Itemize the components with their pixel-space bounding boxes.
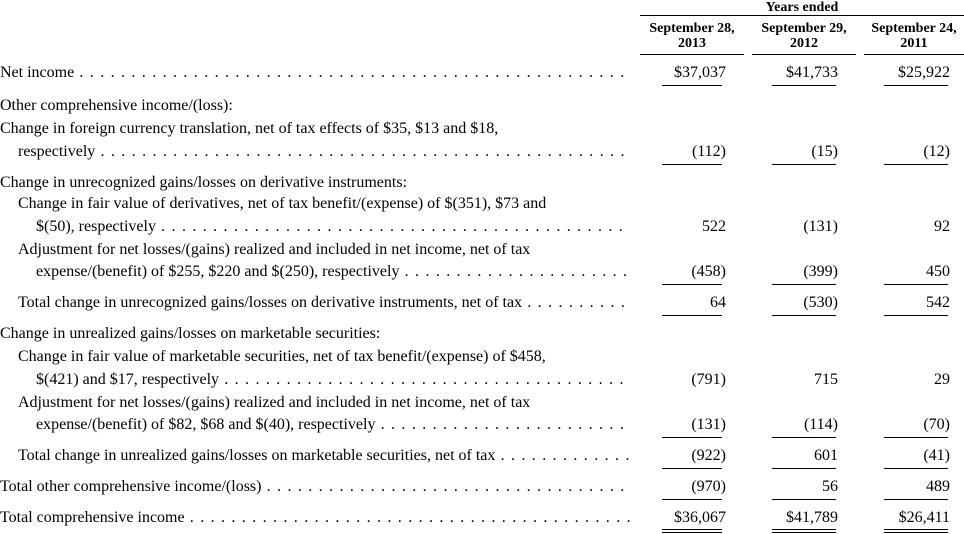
deriv-adj-underline-2011 xyxy=(884,284,948,285)
fx-2013: (112) xyxy=(691,143,726,160)
deriv-adj-2011: 450 xyxy=(926,263,950,280)
total-comprehensive-double-underline-2013 xyxy=(662,529,722,533)
row-label-sec-fv-line2: $(421) and $17, respectively . . . xyxy=(36,370,630,390)
row-label-sec-adj-line2: expense/(benefit) of $82, $68 and $(40), respectively . . . xyxy=(36,415,630,435)
column-header-2013: September 28, 2013 xyxy=(649,21,735,51)
net-income-2013: $37,037 xyxy=(674,64,726,81)
row-label-securities-heading: Change in unrealized gains/losses on marketable securities: xyxy=(0,325,381,342)
row-label-fx-line2: respectively . . . xyxy=(18,142,630,162)
deriv-total-2012: (530) xyxy=(803,294,838,311)
sec-total-underline-2011 xyxy=(884,468,948,469)
row-label-deriv-fv-line2: $(50), respectively . . . xyxy=(36,217,630,237)
fx-2011: (12) xyxy=(923,143,950,160)
total-comprehensive-income-2011: $26,411 xyxy=(898,509,950,526)
total-oci-underline-2013 xyxy=(662,499,722,500)
sec-total-underline-2012 xyxy=(772,468,836,469)
deriv-fv-2011: 92 xyxy=(934,218,950,235)
deriv-fv-2013: 522 xyxy=(702,218,726,235)
sec-adj-2011: (70) xyxy=(923,416,950,433)
years-ended-header: Years ended xyxy=(765,0,839,15)
row-label-fx-line1: Change in foreign currency translation, net of tax effects of $35, $13 and $18, xyxy=(0,120,499,137)
deriv-total-underline-2013 xyxy=(662,315,722,316)
row-label-deriv-total: Total change in unrecognized gains/losses on derivative instruments, net of tax . . . xyxy=(18,293,630,313)
deriv-adj-underline-2013 xyxy=(662,284,722,285)
sec-total-underline-2013 xyxy=(662,468,722,469)
row-label-deriv-adj-line2: expense/(benefit) of $255, $220 and $(250), respectively . . . xyxy=(36,262,630,282)
sec-fv-2013: (791) xyxy=(691,371,726,388)
row-label-total-oci: Total other comprehensive income/(loss) . . . xyxy=(0,477,630,497)
row-label-sec-total: Total change in unrealized gains/losses on marketable securities, net of tax . . . xyxy=(18,446,630,466)
row-label-derivatives-heading: Change in unrecognized gains/losses on derivative instruments: xyxy=(0,174,408,191)
column-header-rule-2011 xyxy=(864,54,964,55)
deriv-adj-2012: (399) xyxy=(803,263,838,280)
column-header-2012: September 29, 2012 xyxy=(761,21,847,51)
sec-fv-2012: 715 xyxy=(814,371,838,388)
row-label-deriv-fv-line1: Change in fair value of derivatives, net of tax benefit/(expense) of $(351), $73 and xyxy=(18,195,547,212)
total-oci-2012: 56 xyxy=(822,478,838,495)
fx-2012: (15) xyxy=(811,143,838,160)
total-oci-2011: 489 xyxy=(926,478,950,495)
column-header-rule-2013 xyxy=(640,54,744,55)
sec-total-2011: (41) xyxy=(923,447,950,464)
total-oci-2013: (970) xyxy=(691,478,726,495)
net-income-underline-2013 xyxy=(662,85,722,86)
sec-adj-underline-2012 xyxy=(772,437,836,438)
fx-underline-2011 xyxy=(884,164,948,165)
sec-adj-underline-2013 xyxy=(662,437,722,438)
deriv-total-underline-2011 xyxy=(884,315,948,316)
total-comprehensive-double-underline-2011 xyxy=(884,529,948,533)
column-header-2011: September 24, 2011 xyxy=(871,21,957,51)
deriv-adj-underline-2012 xyxy=(772,284,836,285)
deriv-adj-2013: (458) xyxy=(691,263,726,280)
row-label-sec-adj-line1: Adjustment for net losses/(gains) realized and included in net income, net of tax xyxy=(18,394,531,411)
row-label-deriv-adj-line1: Adjustment for net losses/(gains) realized and included in net income, net of tax xyxy=(18,241,531,258)
sec-total-2013: (922) xyxy=(691,447,726,464)
net-income-underline-2012 xyxy=(772,85,836,86)
net-income-2011: $25,922 xyxy=(898,64,950,81)
total-comprehensive-income-2012: $41,789 xyxy=(786,509,838,526)
sec-total-2012: 601 xyxy=(814,447,838,464)
total-comprehensive-double-underline-2012 xyxy=(772,529,836,533)
deriv-total-2013: 64 xyxy=(710,294,726,311)
row-label-sec-fv-line1: Change in fair value of marketable securities, net of tax benefit/(expense) of $458, xyxy=(18,348,546,365)
fx-underline-2012 xyxy=(772,164,836,165)
row-label-net-income: Net income . . . xyxy=(0,63,630,83)
fx-underline-2013 xyxy=(662,164,722,165)
net-income-underline-2011 xyxy=(884,85,948,86)
column-header-rule-2012 xyxy=(752,54,856,55)
total-oci-underline-2011 xyxy=(884,499,948,500)
deriv-fv-2012: (131) xyxy=(803,218,838,235)
sec-adj-underline-2011 xyxy=(884,437,948,438)
total-oci-underline-2012 xyxy=(772,499,836,500)
row-label-oci-heading: Other comprehensive income/(loss): xyxy=(0,97,233,114)
sec-fv-2011: 29 xyxy=(934,371,950,388)
sec-adj-2012: (114) xyxy=(803,416,838,433)
total-comprehensive-income-2013: $36,067 xyxy=(674,509,726,526)
header-rule xyxy=(640,15,964,16)
deriv-total-underline-2012 xyxy=(772,315,836,316)
row-label-total-comprehensive-income: Total comprehensive income . . . xyxy=(0,508,630,528)
deriv-total-2011: 542 xyxy=(926,294,950,311)
sec-adj-2013: (131) xyxy=(691,416,726,433)
net-income-2012: $41,733 xyxy=(786,64,838,81)
